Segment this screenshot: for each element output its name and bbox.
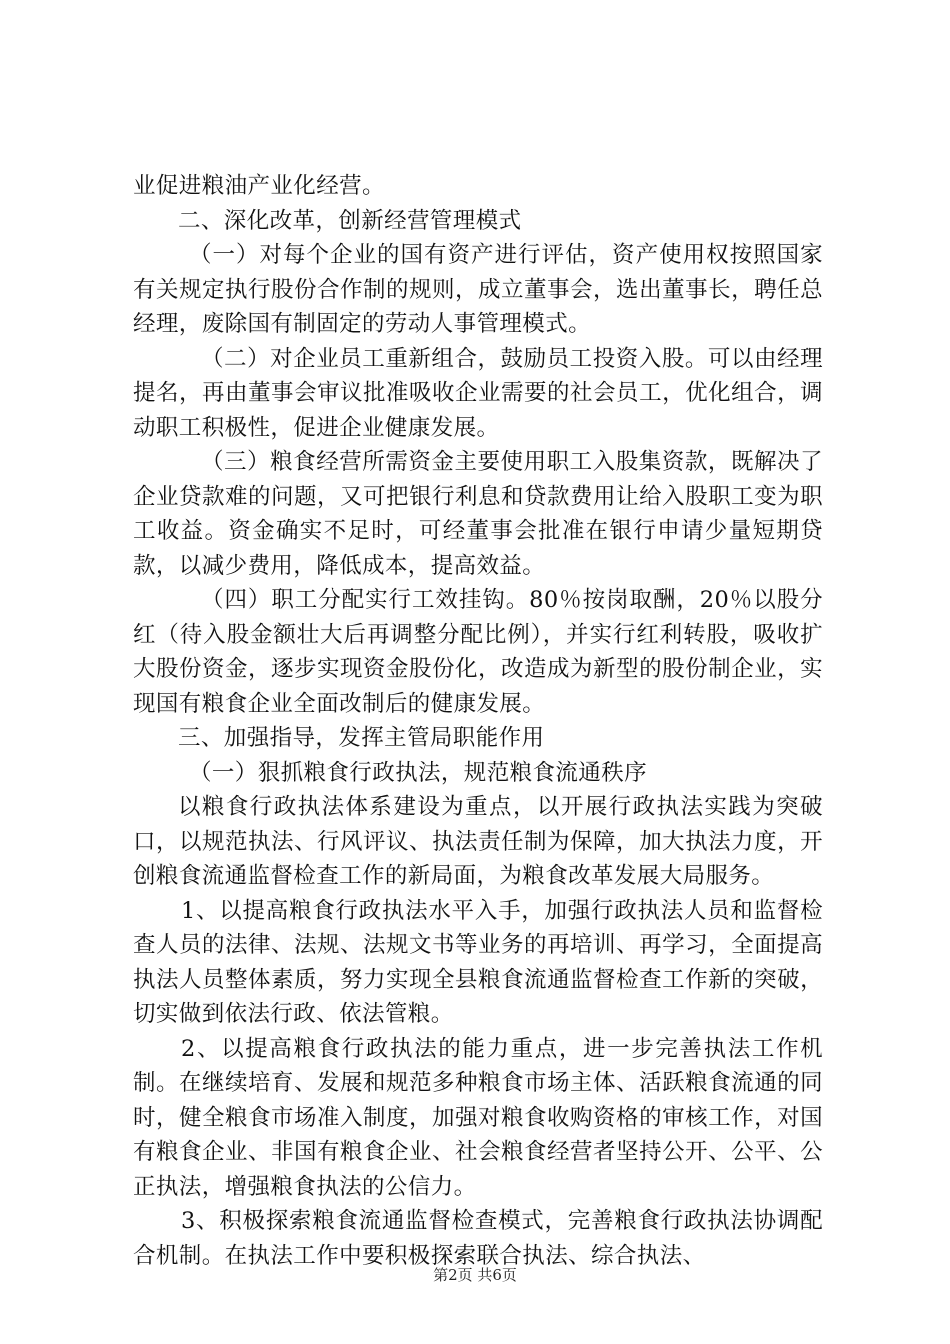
paragraph-3-1-item-3: 3、积极探索粮食流通监督检查模式，完善粮食行政执法协调配合机制。在执法工作中要积极探索联合执法、综合执法、	[133, 1208, 823, 1269]
paragraph-2-2: （二）对企业员工重新组合，鼓励员工投资入股。可以由经理提名，再由董事会审议批准吸收企业需要的社会员工，优化组合，调动职工积极性，促进企业健康发展。	[133, 345, 823, 441]
paragraph-3-1-intro: 以粮食行政执法体系建设为重点，以开展行政执法实践为突破口，以规范执法、行风评议、执法责任制为保障，加大执法力度，开创粮食流通监督检查工作的新局面，为粮食改革发展大局服务。	[133, 794, 823, 889]
section-heading-3: 三、加强指导，发挥主管局职能作用	[178, 725, 545, 751]
paragraph-2-4: （四）职工分配实行工效挂钩。80％按岗取酬，20％以股分红（待入股金额壮大后再调整分配比例），并实行红利转股，吸收扩大股份资金，逐步实现资金股份化，改造成为新型的股份制企业，实现国有粮食企业全面改制后的健康发展。	[133, 587, 823, 717]
paragraph-2-3: （三）粮食经营所需资金主要使用职工入股集资款，既解决了企业贷款难的问题，又可把银行利息和贷款费用让给入股职工变为职工收益。资金确实不足时，可经董事会批准在银行申请少量短期贷款，以减少费用，降低成本，提高效益。	[133, 449, 823, 579]
document-body	[133, 169, 823, 1273]
section-heading-2: 二、深化改革，创新经营管理模式	[178, 207, 522, 234]
paragraph-continuation: 业促进粮油产业化经营。	[133, 173, 385, 199]
page-footer: 第2页 共6页	[433, 1266, 517, 1284]
paragraph-3-1-item-2: 2、以提高粮食行政执法的能力重点，进一步完善执法工作机制。在继续培育、发展和规范多种粮食市场主体、活跃粮食流通的同时，健全粮食市场准入制度，加强对粮食收购资格的审核工作，对国有粮食企业、非国有粮食企业、社会粮食经营者坚持公开、公平、公正执法，增强粮食执法的公信力。	[133, 1035, 823, 1200]
paragraph-3-1-item-1: 1、以提高粮食行政执法水平入手，加强行政执法人员和监督检查人员的法律、法规、法规文书等业务的再培训、再学习，全面提高执法人员整体素质，努力实现全县粮食流通监督检查工作新的突破，切实做到依法行政、依法管粮。	[133, 897, 823, 1027]
paragraph-2-1: （一）对每个企业的国有资产进行评估，资产使用权按照国家有关规定执行股份合作制的规则，成立董事会，选出董事长，聘任总经理，废除国有制固定的劳动人事管理模式。	[133, 242, 823, 337]
subsection-heading-3-1: （一）狠抓粮食行政执法，规范粮食流通秩序	[189, 759, 648, 786]
